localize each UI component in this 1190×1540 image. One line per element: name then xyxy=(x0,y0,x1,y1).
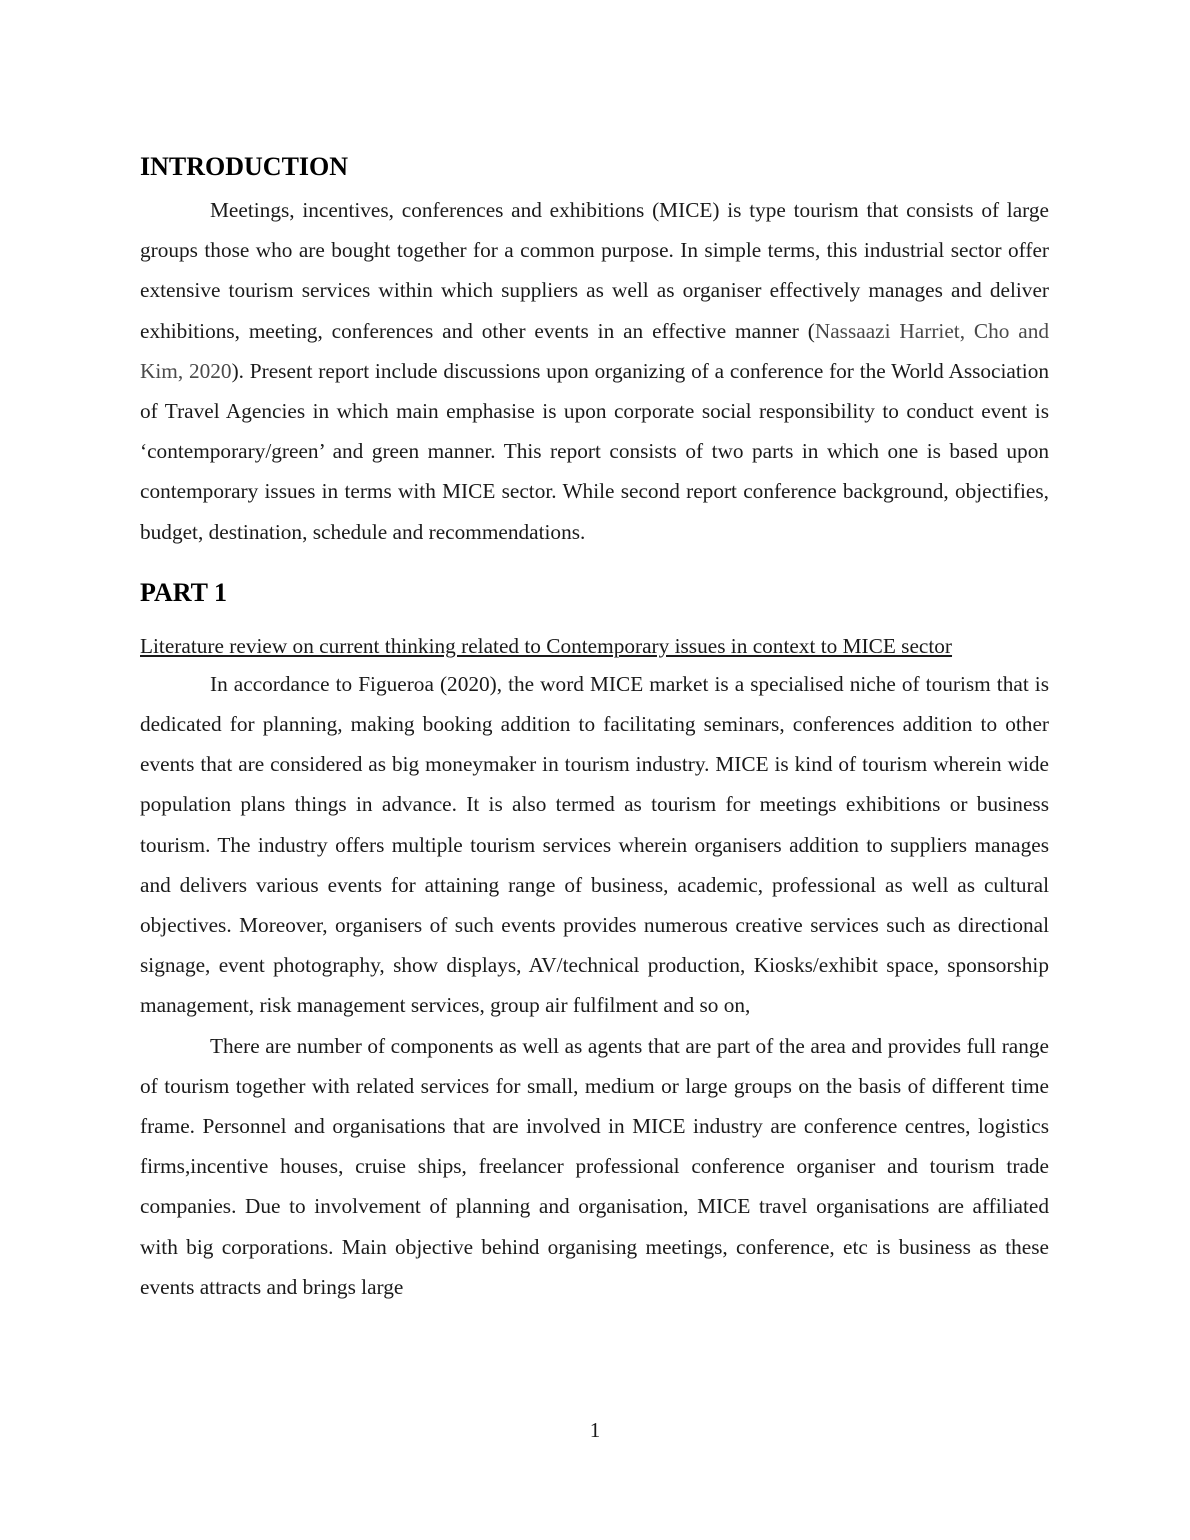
page-number: 1 xyxy=(589,1418,601,1442)
part1-heading: PART 1 xyxy=(140,577,227,607)
part1-paragraph-1: In accordance to Figueroa (2020), the word MICE market is a specialised niche of tourism that is dedicated for planning, making booking addition to facilitating seminars, conferences addition to other events that are considered as big moneymaker in tourism industry. MICE is kind of tourism wherein wide population plans things in advance. It is also termed as tourism for meetings exhibitions or business tourism. The industry offers multiple tourism services wherein organisers addition to suppliers manages and delivers various events for attaining range of business, academic, professional as well as cultural objectives. Moreover, organisers of such events provides numerous creative services such as directional signage, event photography, show displays, AV/technical production, Kiosks/exhibit space, sponsorship management, risk management services, group air fulfilment and so on, xyxy=(140,671,1049,1018)
intro-text-a: Meetings, incentives, conferences and exhibitions (MICE) is type tourism that consists of large groups those who are bought together for a common purpose. In simple terms, this industrial sector offer extensive tourism services within which suppliers as well as organiser effectively manages and deliver exhibitions, meeting, conferences and other events in an effective manner ( xyxy=(140,198,1049,343)
part1-subheading: Literature review on current thinking related to Contemporary issues in context to MICE sector xyxy=(140,633,953,658)
intro-text-b: ). Present report include discussions upon organizing of a conference for the World Association of Travel Agencies in which main emphasise is upon corporate social responsibility to conduct event is ‘contemporary/green’ and green manner. This report consists of two parts in which one is based upon contemporary issues in terms with MICE sector. While second report conference background, objectifies, budget, destination, schedule and recommendations. xyxy=(140,358,1049,544)
part1-paragraph-2: There are number of components as well as agents that are part of the area and provides full range of tourism together with related services for small, medium or large groups on the basis of different time frame. Personnel and organisations that are involved in MICE industry are conference centres, logistics firms,incentive houses, cruise ships, freelancer professional conference organiser and tourism trade companies. Due to involvement of planning and organisation, MICE travel organisations are affiliated with big corporations. Main objective behind organising meetings, conference, etc is business as these events attracts and brings large xyxy=(140,1033,1049,1299)
intro-paragraph xyxy=(140,190,1049,552)
document-page xyxy=(140,150,1049,1307)
intro-citation: Nassaazi Harriet, Cho and Kim, 2020 xyxy=(140,318,1049,383)
introduction-heading: INTRODUCTION xyxy=(140,152,349,181)
